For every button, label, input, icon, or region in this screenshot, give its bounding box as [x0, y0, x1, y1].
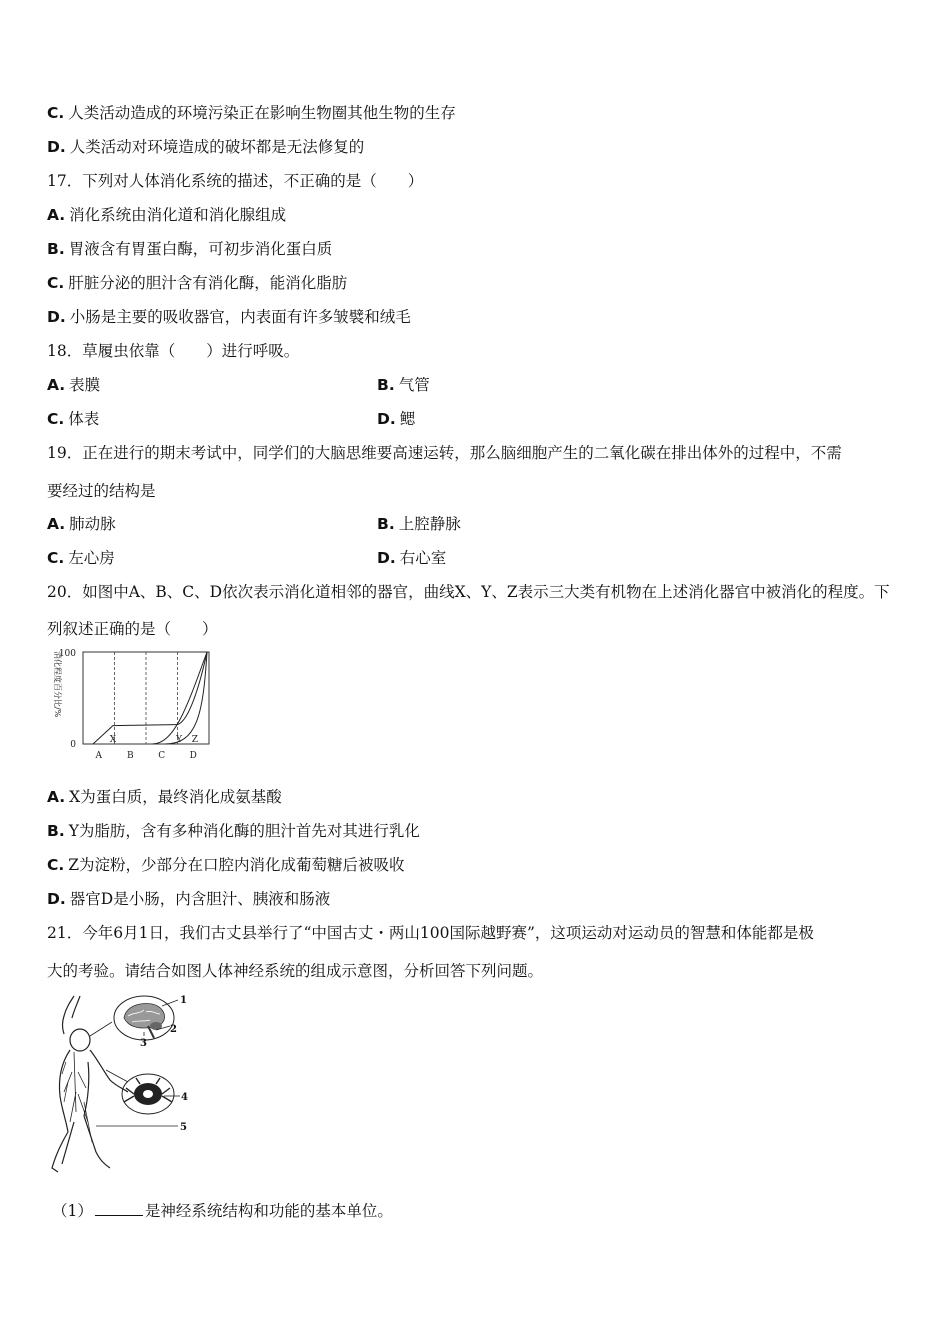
q17-stem: 17．下列对人体消化系统的描述，不正确的是（ ）	[47, 172, 424, 190]
option-text: 胃液含有胃蛋白酶，可初步消化蛋白质	[68, 240, 333, 258]
option-letter: A.	[47, 788, 66, 806]
option-letter: A.	[47, 515, 66, 533]
option-letter: A.	[47, 206, 66, 224]
option-text: 人类活动造成的环境污染正在影响生物圈其他生物的生存	[68, 104, 456, 122]
curve-z	[165, 652, 207, 744]
figure-label-3: 3	[140, 1038, 147, 1049]
sub1-prefix: （1）	[52, 1202, 93, 1220]
q21-stem-line1: 21．今年6月1日，我们古丈县举行了“中国古丈・两山100国际越野赛”，这项运动对运动员的智慧和体能都是极	[47, 924, 814, 942]
option-text: 肺动脉	[69, 515, 116, 533]
option-text: Z为淀粉，少部分在口腔内消化成葡萄糖后被吸收	[68, 856, 405, 874]
digestion-chart	[46, 646, 216, 764]
q18-option-c	[47, 409, 99, 429]
q16-option-c	[47, 103, 456, 123]
q18-option-d	[377, 409, 415, 429]
y-tick-label-top: 100	[58, 649, 76, 659]
option-text: 右心室	[399, 549, 447, 567]
q19-option-d	[377, 548, 446, 568]
curve-label: Y	[176, 735, 183, 745]
option-letter: D.	[47, 308, 66, 326]
q19-option-b	[377, 514, 461, 534]
spinal-cord-inset	[106, 1070, 174, 1114]
option-letter: D.	[47, 890, 66, 908]
option-text: 体表	[68, 410, 100, 428]
option-letter: B.	[377, 515, 395, 533]
x-tick-label: B	[126, 751, 134, 761]
figure-label-5: 5	[180, 1122, 187, 1133]
option-letter: D.	[377, 549, 396, 567]
q20-stem-line2: 列叙述正确的是（ ）	[47, 620, 218, 638]
option-letter: B.	[377, 376, 395, 394]
q20-option-b	[47, 821, 420, 841]
figure-label-2: 2	[170, 1024, 177, 1035]
x-tick-label: C	[158, 751, 166, 761]
option-text: Y为脂肪，含有多种消化酶的胆汁首先对其进行乳化	[68, 822, 420, 840]
figure-label-1: 1	[180, 995, 187, 1006]
q20-option-d	[47, 889, 330, 909]
q19-stem-line1: 19．正在进行的期末考试中，同学们的大脑思维要高速运转，那么脑细胞产生的二氧化碳在排出体外的过程中，不需	[47, 444, 842, 462]
q17-option-a	[47, 205, 286, 225]
q21-sub1	[52, 1201, 393, 1221]
curve-label: X	[109, 735, 117, 745]
option-letter: C.	[47, 549, 65, 567]
q18-stem: 18．草履虫依靠（ ）进行呼吸。	[47, 342, 300, 360]
option-letter: D.	[47, 138, 66, 156]
q18-option-a	[47, 375, 100, 395]
y-tick-label-bottom: 0	[70, 740, 76, 750]
option-letter: C.	[47, 856, 65, 874]
q18-option-b	[377, 375, 430, 395]
option-text: 鳃	[399, 410, 416, 428]
q17-option-c	[47, 273, 347, 293]
option-text: 左心房	[68, 549, 115, 567]
curve-label: Z	[191, 735, 198, 745]
q20-option-a	[47, 787, 282, 807]
chart-ylabel: 消化程度百分比/%	[53, 651, 62, 718]
region-dividers	[115, 652, 178, 744]
option-letter: B.	[47, 240, 65, 258]
human-body-outline	[52, 996, 128, 1172]
q21-stem-line2: 大的考验。请结合如图人体神经系统的组成示意图，分析回答下列问题。	[47, 962, 544, 980]
figure-label-4: 4	[181, 1092, 188, 1103]
q20-option-c	[47, 855, 405, 875]
nervous-system-figure	[44, 992, 194, 1176]
answer-blank[interactable]	[95, 1201, 143, 1216]
x-tick-labels	[95, 751, 197, 761]
option-text: 器官D是小肠，内含胆汁、胰液和肠液	[69, 890, 331, 908]
q19-option-c	[47, 548, 115, 568]
curve-y	[152, 652, 207, 744]
option-letter: D.	[377, 410, 396, 428]
q20-stem-line1: 20．如图中A、B、C、D依次表示消化道相邻的器官，曲线X、Y、Z表示三大类有机物在上述消化器官中被消化的程度。下	[47, 583, 890, 601]
x-tick-label: D	[189, 751, 197, 761]
option-letter: C.	[47, 104, 65, 122]
option-letter: C.	[47, 274, 65, 292]
option-text: 表膜	[69, 376, 101, 394]
option-text: 气管	[398, 376, 430, 394]
q19-option-a	[47, 514, 116, 534]
option-text: X为蛋白质，最终消化成氨基酸	[69, 788, 282, 806]
option-text: 小肠是主要的吸收器官，内表面有许多皱襞和绒毛	[69, 308, 411, 326]
option-text: 肝脏分泌的胆汁含有消化酶，能消化脂肪	[68, 274, 348, 292]
option-letter: A.	[47, 376, 66, 394]
option-letter: C.	[47, 410, 65, 428]
q19-stem-line2: 要经过的结构是	[47, 482, 156, 500]
brain-inset	[90, 996, 174, 1040]
x-tick-label: A	[95, 751, 102, 761]
option-letter: B.	[47, 822, 65, 840]
q16-option-d	[47, 137, 364, 157]
q17-option-d	[47, 307, 411, 327]
option-text: 人类活动对环境造成的破坏都是无法修复的	[69, 138, 365, 156]
sub1-text: 是神经系统结构和功能的基本单位。	[144, 1202, 393, 1220]
q17-option-b	[47, 239, 332, 259]
option-text: 上腔静脉	[398, 515, 461, 533]
curves	[93, 652, 207, 744]
option-text: 消化系统由消化道和消化腺组成	[69, 206, 287, 224]
